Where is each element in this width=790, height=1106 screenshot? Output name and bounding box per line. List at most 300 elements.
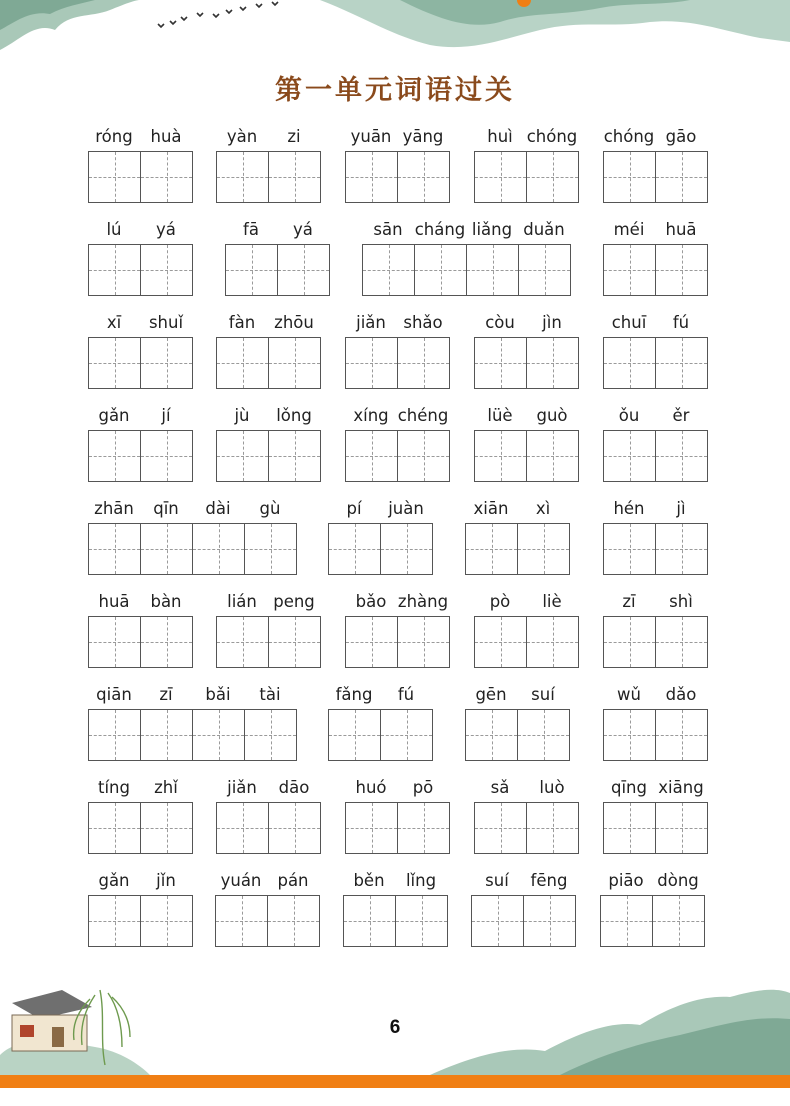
vocab-word bbox=[216, 774, 321, 854]
writing-cell[interactable] bbox=[269, 151, 321, 203]
pinyin-line bbox=[88, 123, 193, 145]
vocab-word bbox=[328, 681, 433, 761]
writing-cell[interactable] bbox=[141, 523, 193, 575]
pinyin-syllable: xiāng bbox=[658, 777, 704, 797]
pinyin-syllable: gǎn bbox=[98, 870, 130, 890]
writing-cell[interactable] bbox=[475, 151, 527, 203]
writing-cell[interactable] bbox=[89, 523, 141, 575]
vocab-word bbox=[216, 123, 321, 203]
writing-cell[interactable] bbox=[329, 709, 381, 761]
tianzige-boxes bbox=[88, 523, 297, 575]
writing-cell[interactable] bbox=[381, 709, 433, 761]
writing-cell[interactable] bbox=[398, 430, 450, 482]
pinyin-line bbox=[603, 309, 708, 331]
tianzige-boxes bbox=[328, 523, 433, 575]
pinyin-line bbox=[345, 123, 450, 145]
pinyin-syllable: yá bbox=[156, 219, 176, 239]
pinyin-syllable: liǎng bbox=[471, 219, 513, 239]
writing-cell[interactable] bbox=[193, 523, 245, 575]
tianzige-boxes bbox=[345, 802, 450, 854]
tianzige-boxes bbox=[603, 616, 708, 668]
tianzige-boxes bbox=[88, 244, 193, 296]
tianzige-boxes bbox=[603, 244, 708, 296]
tianzige-boxes bbox=[474, 802, 579, 854]
pinyin-line bbox=[88, 495, 297, 517]
tianzige-boxes bbox=[216, 802, 321, 854]
pinyin-line bbox=[603, 681, 708, 703]
pinyin-syllable: huà bbox=[150, 126, 182, 146]
pinyin-line bbox=[215, 867, 320, 889]
page-number: 6 bbox=[389, 1017, 401, 1038]
pinyin-syllable: bǎi bbox=[205, 684, 231, 704]
pinyin-line bbox=[603, 216, 708, 238]
pinyin-line bbox=[88, 867, 193, 889]
writing-cell[interactable] bbox=[466, 523, 518, 575]
vocab-word bbox=[88, 681, 297, 761]
writing-cell[interactable] bbox=[604, 616, 656, 668]
pinyin-syllable: jǐn bbox=[156, 870, 176, 890]
pinyin-syllable: dài bbox=[205, 498, 231, 518]
vocab-word bbox=[88, 216, 193, 296]
vocab-word bbox=[345, 774, 450, 854]
vocab-word bbox=[216, 402, 321, 482]
writing-cell[interactable] bbox=[475, 802, 527, 854]
pinyin-syllable: xī bbox=[106, 312, 122, 332]
tianzige-boxes bbox=[216, 151, 321, 203]
pinyin-line bbox=[474, 774, 579, 796]
pinyin-syllable: xiān bbox=[473, 498, 509, 518]
writing-cell[interactable] bbox=[527, 430, 579, 482]
tianzige-boxes bbox=[88, 337, 193, 389]
pinyin-syllable: suí bbox=[485, 870, 509, 890]
pinyin-line bbox=[600, 867, 705, 889]
tianzige-boxes bbox=[474, 616, 579, 668]
pinyin-line bbox=[225, 216, 330, 238]
writing-cell[interactable] bbox=[656, 616, 708, 668]
vocab-word bbox=[603, 309, 708, 389]
writing-cell[interactable] bbox=[141, 151, 193, 203]
vocab-word bbox=[603, 216, 708, 296]
pinyin-line bbox=[88, 774, 193, 796]
pinyin-syllable: zī bbox=[159, 684, 173, 704]
vocab-word bbox=[88, 867, 193, 947]
vocab-word bbox=[345, 588, 450, 668]
pinyin-syllable: lüè bbox=[487, 405, 513, 425]
pinyin-syllable: cháng bbox=[414, 219, 466, 239]
writing-cell[interactable] bbox=[475, 430, 527, 482]
writing-cell[interactable] bbox=[141, 337, 193, 389]
pinyin-syllable: juàn bbox=[388, 498, 424, 518]
pinyin-syllable: huā bbox=[665, 219, 697, 239]
writing-cell[interactable] bbox=[268, 895, 320, 947]
vocab-word bbox=[603, 495, 708, 575]
pinyin-line bbox=[345, 774, 450, 796]
tianzige-boxes bbox=[88, 151, 193, 203]
tianzige-boxes bbox=[603, 430, 708, 482]
pinyin-syllable: liè bbox=[542, 591, 562, 611]
pinyin-syllable: bǎo bbox=[355, 591, 387, 611]
writing-cell[interactable] bbox=[363, 244, 415, 296]
writing-cell[interactable] bbox=[329, 523, 381, 575]
pinyin-syllable: zhōu bbox=[274, 312, 314, 332]
pinyin-syllable: còu bbox=[485, 312, 515, 332]
vocab-word bbox=[362, 216, 571, 296]
writing-cell[interactable] bbox=[398, 337, 450, 389]
vocab-word bbox=[474, 774, 579, 854]
pinyin-syllable: jù bbox=[234, 405, 250, 425]
writing-cell[interactable] bbox=[346, 616, 398, 668]
tianzige-boxes bbox=[603, 523, 708, 575]
pinyin-line bbox=[216, 402, 321, 424]
writing-cell[interactable] bbox=[604, 523, 656, 575]
writing-cell[interactable] bbox=[346, 337, 398, 389]
writing-cell[interactable] bbox=[656, 151, 708, 203]
vocab-word bbox=[603, 123, 708, 203]
vocab-word bbox=[88, 123, 193, 203]
writing-cell[interactable] bbox=[278, 244, 330, 296]
writing-cell[interactable] bbox=[472, 895, 524, 947]
tianzige-boxes bbox=[216, 616, 321, 668]
pinyin-syllable: yuān bbox=[350, 126, 392, 146]
pinyin-syllable: fàn bbox=[228, 312, 256, 332]
pinyin-line bbox=[603, 123, 708, 145]
vocab-word bbox=[345, 123, 450, 203]
tianzige-boxes bbox=[345, 337, 450, 389]
writing-cell[interactable] bbox=[141, 616, 193, 668]
tianzige-boxes bbox=[603, 151, 708, 203]
writing-cell[interactable] bbox=[653, 895, 705, 947]
pinyin-syllable: dǎo bbox=[665, 684, 697, 704]
footer-accent-bar bbox=[0, 1075, 790, 1088]
writing-cell[interactable] bbox=[604, 430, 656, 482]
writing-cell[interactable] bbox=[656, 523, 708, 575]
pinyin-line bbox=[216, 309, 321, 331]
pinyin-syllable: fú bbox=[672, 312, 690, 332]
pinyin-syllable: fā bbox=[243, 219, 259, 239]
pinyin-syllable: jiǎn bbox=[356, 312, 386, 332]
tianzige-boxes bbox=[345, 151, 450, 203]
writing-cell[interactable] bbox=[467, 244, 519, 296]
pinyin-line bbox=[603, 402, 708, 424]
pinyin-syllable: tài bbox=[259, 684, 281, 704]
tianzige-boxes bbox=[88, 616, 193, 668]
vocab-word bbox=[225, 216, 330, 296]
pinyin-syllable: fú bbox=[397, 684, 415, 704]
vocab-word bbox=[465, 495, 570, 575]
writing-cell[interactable] bbox=[217, 151, 269, 203]
vocab-word bbox=[328, 495, 433, 575]
vocab-word bbox=[88, 402, 193, 482]
writing-cell[interactable] bbox=[475, 616, 527, 668]
writing-cell[interactable] bbox=[656, 244, 708, 296]
pinyin-syllable: tíng bbox=[98, 777, 130, 797]
writing-cell[interactable] bbox=[656, 802, 708, 854]
pinyin-line bbox=[328, 681, 433, 703]
pinyin-syllable: pí bbox=[346, 498, 362, 518]
tianzige-boxes bbox=[88, 895, 193, 947]
tianzige-boxes bbox=[345, 430, 450, 482]
pinyin-syllable: ěr bbox=[672, 405, 690, 425]
vocab-word bbox=[343, 867, 448, 947]
writing-cell[interactable] bbox=[398, 616, 450, 668]
writing-cell[interactable] bbox=[89, 337, 141, 389]
writing-cell[interactable] bbox=[89, 709, 141, 761]
pinyin-line bbox=[345, 402, 450, 424]
pinyin-syllable: jìn bbox=[542, 312, 562, 332]
pinyin-line bbox=[474, 402, 579, 424]
pinyin-line bbox=[216, 588, 321, 610]
pinyin-syllable: chóng bbox=[526, 126, 578, 146]
writing-cell[interactable] bbox=[141, 430, 193, 482]
pinyin-syllable: gāo bbox=[665, 126, 697, 146]
writing-cell[interactable] bbox=[518, 709, 570, 761]
writing-cell[interactable] bbox=[527, 337, 579, 389]
writing-cell[interactable] bbox=[524, 895, 576, 947]
writing-cell[interactable] bbox=[193, 709, 245, 761]
pinyin-syllable: chéng bbox=[397, 405, 449, 425]
pinyin-syllable: duǎn bbox=[523, 219, 565, 239]
writing-cell[interactable] bbox=[656, 430, 708, 482]
writing-cell[interactable] bbox=[89, 802, 141, 854]
pinyin-line bbox=[603, 495, 708, 517]
pinyin-syllable: qiān bbox=[96, 684, 132, 704]
vocab-word bbox=[465, 681, 570, 761]
pinyin-syllable: sān bbox=[373, 219, 403, 239]
writing-cell[interactable] bbox=[527, 151, 579, 203]
pinyin-line bbox=[88, 681, 297, 703]
vocab-word bbox=[471, 867, 576, 947]
writing-cell[interactable] bbox=[245, 709, 297, 761]
pinyin-line bbox=[362, 216, 571, 238]
tianzige-boxes bbox=[345, 616, 450, 668]
writing-cell[interactable] bbox=[344, 895, 396, 947]
tianzige-boxes bbox=[216, 430, 321, 482]
pinyin-syllable: xì bbox=[535, 498, 551, 518]
pinyin-syllable: zī bbox=[622, 591, 636, 611]
writing-cell[interactable] bbox=[346, 151, 398, 203]
pinyin-syllable: méi bbox=[613, 219, 645, 239]
pinyin-syllable: lǐng bbox=[405, 870, 437, 890]
pinyin-syllable: lián bbox=[227, 591, 257, 611]
writing-cell[interactable] bbox=[217, 337, 269, 389]
top-landscape-decoration bbox=[0, 0, 790, 60]
vocab-word bbox=[216, 309, 321, 389]
tianzige-boxes bbox=[471, 895, 576, 947]
vocab-word bbox=[215, 867, 320, 947]
tianzige-boxes bbox=[216, 337, 321, 389]
pinyin-syllable: gù bbox=[259, 498, 281, 518]
pinyin-syllable: huì bbox=[487, 126, 513, 146]
writing-cell[interactable] bbox=[475, 337, 527, 389]
pinyin-syllable: chuī bbox=[611, 312, 647, 332]
tianzige-boxes bbox=[603, 709, 708, 761]
vocab-word bbox=[216, 588, 321, 668]
tianzige-boxes bbox=[474, 337, 579, 389]
pinyin-syllable: xíng bbox=[353, 405, 389, 425]
writing-cell[interactable] bbox=[89, 895, 141, 947]
writing-cell[interactable] bbox=[604, 709, 656, 761]
pinyin-syllable: shì bbox=[669, 591, 693, 611]
writing-cell[interactable] bbox=[217, 802, 269, 854]
pinyin-syllable: shǎo bbox=[403, 312, 443, 332]
writing-cell[interactable] bbox=[89, 616, 141, 668]
writing-cell[interactable] bbox=[226, 244, 278, 296]
pinyin-syllable: fēng bbox=[530, 870, 568, 890]
writing-cell[interactable] bbox=[217, 430, 269, 482]
writing-cell[interactable] bbox=[89, 151, 141, 203]
pinyin-syllable: gǎn bbox=[98, 405, 130, 425]
pinyin-line bbox=[465, 681, 570, 703]
vocab-word bbox=[88, 309, 193, 389]
tianzige-boxes bbox=[215, 895, 320, 947]
pinyin-syllable: dāo bbox=[278, 777, 310, 797]
pinyin-line bbox=[88, 309, 193, 331]
pinyin-line bbox=[474, 309, 579, 331]
pinyin-line bbox=[328, 495, 433, 517]
flying-geese-icon bbox=[158, 2, 278, 27]
writing-cell[interactable] bbox=[217, 616, 269, 668]
pinyin-syllable: róng bbox=[95, 126, 133, 146]
writing-cell[interactable] bbox=[396, 895, 448, 947]
writing-cell[interactable] bbox=[89, 244, 141, 296]
vocab-word bbox=[603, 774, 708, 854]
pinyin-syllable: gēn bbox=[475, 684, 507, 704]
pinyin-syllable: huó bbox=[355, 777, 387, 797]
page-title: 第一单元词语过关 bbox=[275, 75, 515, 106]
writing-cell[interactable] bbox=[656, 709, 708, 761]
writing-cell[interactable] bbox=[527, 802, 579, 854]
pinyin-syllable: jì bbox=[676, 498, 686, 518]
writing-cell[interactable] bbox=[604, 244, 656, 296]
writing-cell[interactable] bbox=[141, 802, 193, 854]
pinyin-syllable: hén bbox=[613, 498, 645, 518]
writing-cell[interactable] bbox=[381, 523, 433, 575]
pinyin-syllable: ǒu bbox=[618, 405, 640, 425]
pinyin-syllable: yāng bbox=[402, 126, 444, 146]
pinyin-line bbox=[216, 774, 321, 796]
pinyin-syllable: zi bbox=[287, 126, 301, 146]
pinyin-syllable: suí bbox=[531, 684, 555, 704]
writing-cell[interactable] bbox=[398, 802, 450, 854]
pinyin-syllable: huā bbox=[98, 591, 130, 611]
tianzige-boxes bbox=[600, 895, 705, 947]
pinyin-syllable: peng bbox=[273, 591, 315, 611]
tianzige-boxes bbox=[88, 802, 193, 854]
vocab-word bbox=[600, 867, 705, 947]
pinyin-line bbox=[345, 588, 450, 610]
writing-cell[interactable] bbox=[519, 244, 571, 296]
pinyin-syllable: luò bbox=[539, 777, 565, 797]
tianzige-boxes bbox=[343, 895, 448, 947]
pinyin-line bbox=[88, 216, 193, 238]
pinyin-syllable: guò bbox=[536, 405, 568, 425]
vocab-word bbox=[345, 309, 450, 389]
writing-cell[interactable] bbox=[518, 523, 570, 575]
pinyin-syllable: wǔ bbox=[617, 684, 641, 704]
pinyin-syllable: dòng bbox=[657, 870, 699, 890]
writing-cell[interactable] bbox=[601, 895, 653, 947]
tianzige-boxes bbox=[465, 709, 570, 761]
writing-cell[interactable] bbox=[245, 523, 297, 575]
pinyin-syllable: fǎng bbox=[335, 684, 373, 704]
vocab-word bbox=[603, 681, 708, 761]
writing-cell[interactable] bbox=[269, 337, 321, 389]
pinyin-line bbox=[216, 123, 321, 145]
pinyin-line bbox=[343, 867, 448, 889]
pinyin-syllable: jí bbox=[161, 405, 171, 425]
writing-cell[interactable] bbox=[346, 802, 398, 854]
writing-cell[interactable] bbox=[141, 709, 193, 761]
pinyin-line bbox=[345, 309, 450, 331]
tianzige-boxes bbox=[328, 709, 433, 761]
writing-cell[interactable] bbox=[527, 616, 579, 668]
tianzige-boxes bbox=[88, 709, 297, 761]
pinyin-syllable: zhàng bbox=[397, 591, 449, 611]
writing-cell[interactable] bbox=[216, 895, 268, 947]
vocab-word bbox=[474, 402, 579, 482]
pinyin-line bbox=[474, 123, 579, 145]
writing-cell[interactable] bbox=[415, 244, 467, 296]
writing-cell[interactable] bbox=[604, 802, 656, 854]
pinyin-syllable: pō bbox=[412, 777, 434, 797]
pinyin-line bbox=[474, 588, 579, 610]
writing-cell[interactable] bbox=[604, 151, 656, 203]
writing-cell[interactable] bbox=[656, 337, 708, 389]
writing-cell[interactable] bbox=[398, 151, 450, 203]
pinyin-line bbox=[603, 588, 708, 610]
pinyin-syllable: shuǐ bbox=[148, 312, 184, 332]
pinyin-line bbox=[88, 588, 193, 610]
pinyin-syllable: sǎ bbox=[490, 777, 510, 797]
writing-cell[interactable] bbox=[269, 616, 321, 668]
writing-cell[interactable] bbox=[346, 430, 398, 482]
pinyin-line bbox=[88, 402, 193, 424]
writing-cell[interactable] bbox=[89, 430, 141, 482]
vocab-word bbox=[603, 402, 708, 482]
tianzige-boxes bbox=[88, 430, 193, 482]
pinyin-syllable: yàn bbox=[226, 126, 258, 146]
pinyin-syllable: lǒng bbox=[276, 405, 312, 425]
writing-cell[interactable] bbox=[141, 895, 193, 947]
pinyin-syllable: lú bbox=[106, 219, 122, 239]
tianzige-boxes bbox=[225, 244, 330, 296]
tianzige-boxes bbox=[603, 337, 708, 389]
writing-cell[interactable] bbox=[466, 709, 518, 761]
pinyin-line bbox=[471, 867, 576, 889]
pinyin-syllable: pò bbox=[489, 591, 511, 611]
writing-cell[interactable] bbox=[269, 802, 321, 854]
pinyin-syllable: piāo bbox=[608, 870, 644, 890]
tianzige-boxes bbox=[474, 151, 579, 203]
vocab-word bbox=[345, 402, 450, 482]
pinyin-syllable: qīng bbox=[611, 777, 647, 797]
vocab-word bbox=[603, 588, 708, 668]
pinyin-syllable: qīn bbox=[153, 498, 179, 518]
writing-cell[interactable] bbox=[141, 244, 193, 296]
pinyin-syllable: jiǎn bbox=[227, 777, 257, 797]
writing-cell[interactable] bbox=[604, 337, 656, 389]
pinyin-syllable: zhǐ bbox=[154, 777, 178, 797]
pinyin-syllable: yá bbox=[293, 219, 313, 239]
tianzige-boxes bbox=[474, 430, 579, 482]
tianzige-boxes bbox=[465, 523, 570, 575]
pinyin-line bbox=[465, 495, 570, 517]
vocab-word bbox=[88, 588, 193, 668]
pinyin-syllable: zhān bbox=[94, 498, 134, 518]
tianzige-boxes bbox=[603, 802, 708, 854]
writing-cell[interactable] bbox=[269, 430, 321, 482]
pinyin-line bbox=[603, 774, 708, 796]
